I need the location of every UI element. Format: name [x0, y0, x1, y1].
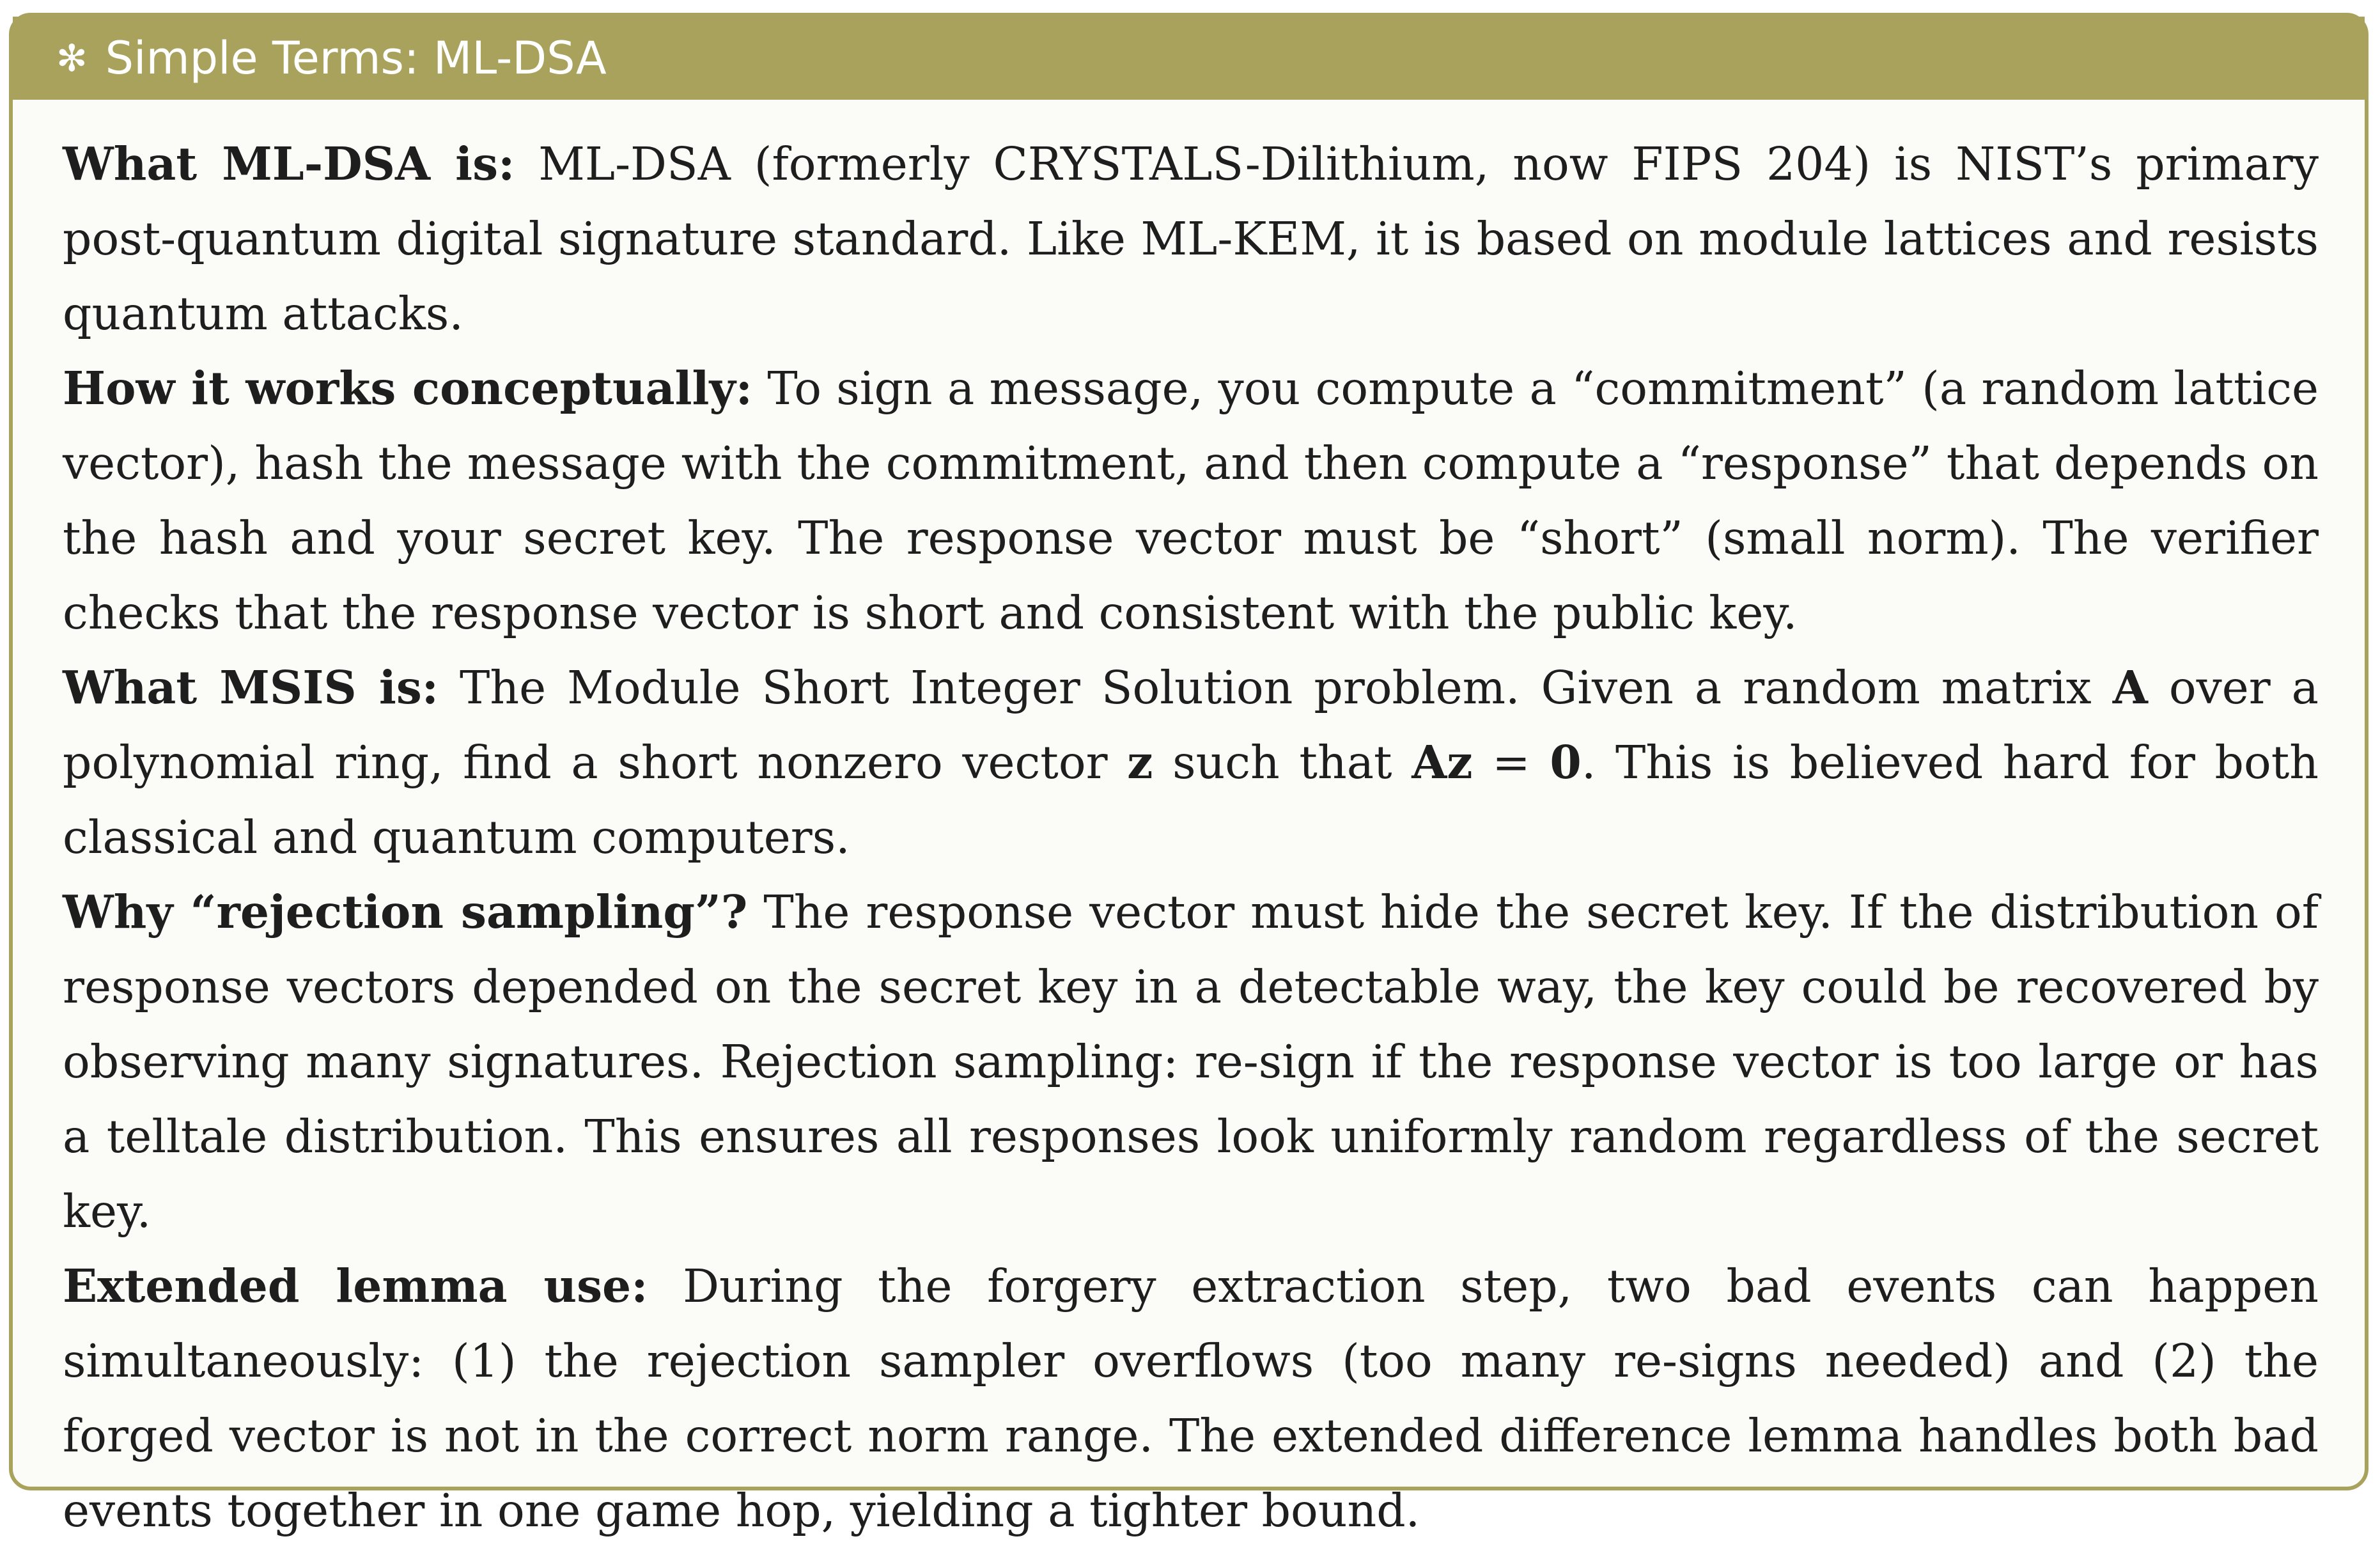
zero-vector-symbol: 0 — [1550, 735, 1582, 789]
paragraph-text: . This is believed hard for both classical and quantum computers. — [63, 736, 2319, 864]
box-body — [13, 100, 2365, 1548]
paragraph-what-ml-dsa — [63, 127, 2319, 351]
paragraph-text: over a polynomial ring, find a short nonzero vector — [63, 661, 2319, 789]
paragraph-heading: Why “rejection sampling”? — [63, 885, 748, 939]
simple-terms-box — [9, 13, 2368, 1537]
paragraph-heading: Extended lemma use: — [63, 1259, 648, 1313]
paragraph-extended-lemma — [63, 1249, 2319, 1548]
equals-sign: = — [1472, 736, 1550, 789]
paragraph-heading: What ML-DSA is: — [63, 137, 515, 191]
paragraph-heading: How it works conceptually: — [63, 361, 752, 415]
box-header — [13, 17, 2365, 100]
paragraph-heading: What MSIS is: — [63, 661, 439, 714]
paragraph-how-it-works — [63, 351, 2319, 650]
paragraph-text: ML-DSA (formerly CRYSTALS-Dilithium, now FIPS 204) is NIST’s primary post-quantum digital signature standard. Like ML-KEM, it is based on module lattices and resists quantum attacks. — [63, 137, 2319, 340]
paragraph-text: To sign a message, you compute a “commitment” (a random lattice vector), hash the message with the commitment, and then compute a “response” that depends on the hash and your secret key. The response vector must be “short” (small norm). The verifier checks that the response vector is short and consistent with the public key. — [63, 362, 2319, 639]
box-title: Simple Terms: ML-DSA — [105, 32, 607, 84]
paragraph-rejection-sampling — [63, 875, 2319, 1249]
equation-lhs: Az — [1412, 735, 1473, 789]
paragraph-text: The Module Short Integer Solution problem. Given a random matrix — [439, 661, 2113, 714]
matrix-symbol: A — [2112, 661, 2148, 714]
paragraph-what-msis — [63, 650, 2319, 875]
paragraph-text: The response vector must hide the secret key. If the distribution of response vectors depended on the secret key in a detectable way, the key could be recovered by observing many signatures. Rejection sampling: re-sign if the response vector is too large or has a telltale distribution. This ensures all responses look uniformly random regardless of the secret key. — [63, 886, 2319, 1238]
paragraph-text: During the forgery extraction step, two bad events can happen simultaneously: (1) the rejection sampler overflows (too many re-signs needed) and (2) the forged vector is not in the correct norm range. The extended difference lemma handles both bad events together in one game hop, yielding a tighter bound. — [63, 1260, 2319, 1537]
vector-symbol: z — [1127, 735, 1153, 789]
paragraph-text: such that — [1153, 736, 1412, 789]
asterisk-icon: ✻ — [56, 36, 88, 80]
